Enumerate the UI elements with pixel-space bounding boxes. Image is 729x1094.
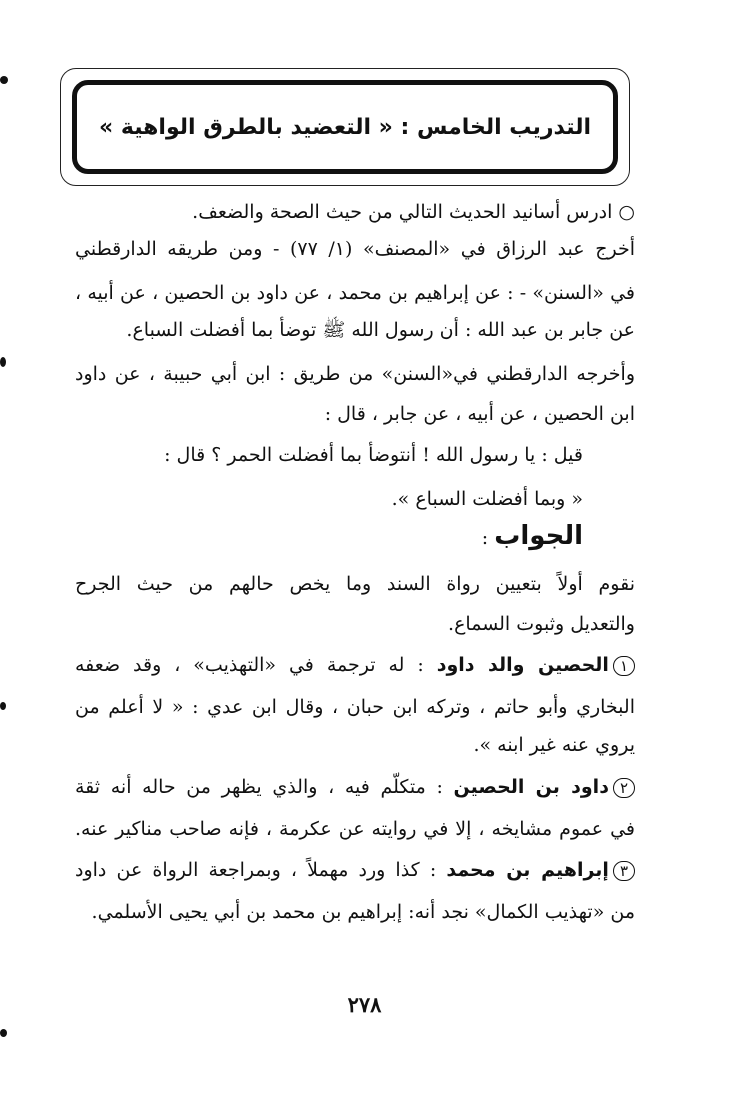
- narrator-name: إبراهيم بن محمد: [446, 859, 609, 881]
- item-text: : كذا ورد مهملاً ، وبمراجعة الرواة عن داود: [75, 859, 447, 881]
- answer-heading-line: [23, 523, 583, 549]
- text-line: في «السنن» - : عن إبراهيم بن محمد ، عن داود بن الحصين ، عن أبيه ،: [75, 282, 635, 304]
- instruction-line: ○ ادرس أسانيد الحديث التالي من حيث الصحة والضعف.: [192, 201, 635, 223]
- margin-dot: [0, 76, 8, 84]
- narrator-name: الحصين والد داود: [436, 654, 609, 676]
- margin-dot: [0, 702, 6, 710]
- answer-heading: الجواب: [494, 521, 583, 551]
- text-line: البخاري وأبو حاتم ، وتركه ابن حبان ، وقال ابن عدي : « لا أعلم من: [75, 696, 635, 718]
- text-line: أخرج عبد الرزاق في «المصنف» (١/ ٧٧) - ومن طريقه الدارقطني: [75, 238, 635, 260]
- text-line: نقوم أولاً بتعيين رواة السند وما يخص حالهم من حيث الجرح: [75, 573, 635, 595]
- text-line: ابن الحصين ، عن أبيه ، عن جابر ، قال :: [324, 403, 635, 425]
- text-line: قيل : يا رسول الله ! أنتوضأ بما أفضلت الحمر ؟ قال :: [164, 444, 583, 466]
- text-line: « وبما أفضلت السباع ».: [391, 488, 583, 510]
- title-frame: [72, 80, 618, 174]
- item-number-badge: ٢: [613, 778, 635, 798]
- narrator-name: داود بن الحصين: [453, 776, 609, 798]
- item-text: : له ترجمة في «التهذيب» ، وقد ضعفه: [75, 654, 437, 676]
- item-text: : متكلّم فيه ، والذي يظهر من حاله أنه ثقة: [75, 776, 454, 798]
- text-line: من «تهذيب الكمال» نجد أنه: إبراهيم بن محمد بن أبي يحيى الأسلمي.: [91, 901, 635, 923]
- margin-dot: [0, 1029, 7, 1037]
- answer-colon: :: [481, 527, 495, 549]
- exercise-title: التدريب الخامس : « التعضيد بالطرق الواهية »: [98, 114, 592, 140]
- numbered-item-1: [75, 656, 635, 676]
- numbered-item-3: [75, 861, 635, 881]
- text-line: في عموم مشايخه ، إلا في روايته عن عكرمة ، فإنه صاحب مناكير عنه.: [75, 818, 635, 840]
- numbered-item-2: [75, 778, 635, 798]
- text-line: وأخرجه الدارقطني في«السنن» من طريق : ابن أبي حبيبة ، عن داود: [75, 363, 635, 385]
- text-line: يروي عنه غير ابنه ».: [473, 734, 635, 756]
- text-line: والتعديل وثبوت السماع.: [448, 613, 635, 635]
- item-number-badge: ١: [613, 656, 635, 676]
- page-number: ٢٧٨: [347, 992, 382, 1017]
- margin-dot: [0, 357, 6, 367]
- text-line: عن جابر بن عبد الله : أن رسول الله ﷺ توضأ بما أفضلت السباع.: [126, 319, 635, 341]
- item-number-badge: ٣: [613, 861, 635, 881]
